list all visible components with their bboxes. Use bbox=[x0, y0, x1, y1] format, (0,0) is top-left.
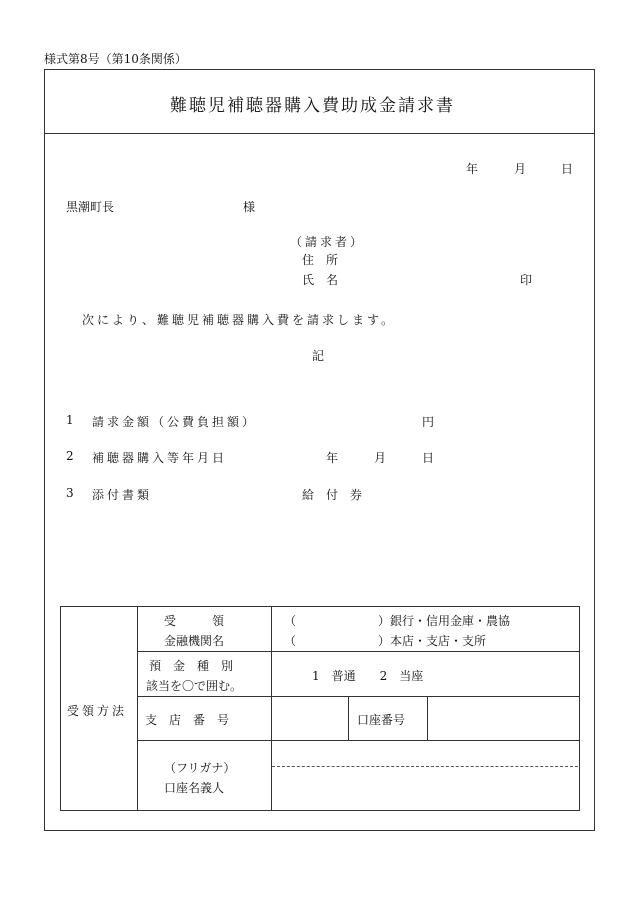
deposit-type-label: 預 金 種 別 bbox=[149, 659, 234, 673]
date-year: 年 bbox=[466, 162, 479, 176]
bank-table bbox=[60, 606, 580, 811]
item-2-day: 日 bbox=[422, 451, 435, 465]
item-2-no: 2 bbox=[66, 449, 74, 463]
date-month: 月 bbox=[514, 162, 527, 176]
ki-mark: 記 bbox=[312, 349, 325, 363]
item-1-unit: 円 bbox=[422, 415, 435, 429]
seal-mark: 印 bbox=[520, 273, 533, 287]
item-3-value: 給 付 券 bbox=[302, 488, 363, 502]
item-1-label: 請求金額（公費負担額） bbox=[92, 415, 258, 429]
furigana-divider bbox=[272, 766, 578, 767]
form-number: 様式第8号（第10条関係） bbox=[44, 52, 187, 66]
item-3-label: 添付書類 bbox=[92, 488, 153, 502]
branch-number-label: 支 店 番 号 bbox=[145, 713, 230, 727]
inst-line1-close: ）銀行・信用金庫・農協 bbox=[378, 614, 511, 628]
inst-line2-open: （ bbox=[284, 634, 297, 648]
form-title: 難聴児補聴器購入費助成金請求書 bbox=[170, 96, 455, 116]
deposit-type-note: 該当を〇で囲む。 bbox=[146, 679, 243, 693]
deposit-options: 1 普通 2 当座 bbox=[312, 669, 424, 683]
addressee-honorific: 様 bbox=[243, 200, 256, 214]
account-number-label: 口座番号 bbox=[357, 713, 406, 727]
account-holder-label: 口座名義人 bbox=[164, 781, 225, 795]
institution-label-1: 受 領 bbox=[164, 614, 225, 628]
furigana-label: （フリガナ） bbox=[164, 761, 236, 775]
claimant-address-label: 住 所 bbox=[302, 253, 339, 267]
item-1-no: 1 bbox=[66, 413, 74, 427]
date-day: 日 bbox=[561, 162, 574, 176]
institution-label-2: 金融機関名 bbox=[164, 634, 225, 648]
item-3-no: 3 bbox=[66, 486, 74, 500]
item-2-year: 年 bbox=[326, 451, 339, 465]
item-2-label: 補聴器購入等年月日 bbox=[92, 451, 228, 465]
method-label: 受領方法 bbox=[67, 704, 128, 718]
item-2-month: 月 bbox=[374, 451, 387, 465]
intro-text: 次により、難聴児補聴器購入費を請求します。 bbox=[82, 313, 397, 327]
claimant-name-label: 氏 名 bbox=[302, 273, 339, 287]
claimant-label: （請求者） bbox=[290, 235, 366, 249]
inst-line2-close: ）本店・支店・支所 bbox=[378, 634, 487, 648]
inst-line1-open: （ bbox=[284, 614, 297, 628]
addressee: 黒潮町長 bbox=[66, 200, 115, 214]
title-divider bbox=[44, 133, 594, 134]
